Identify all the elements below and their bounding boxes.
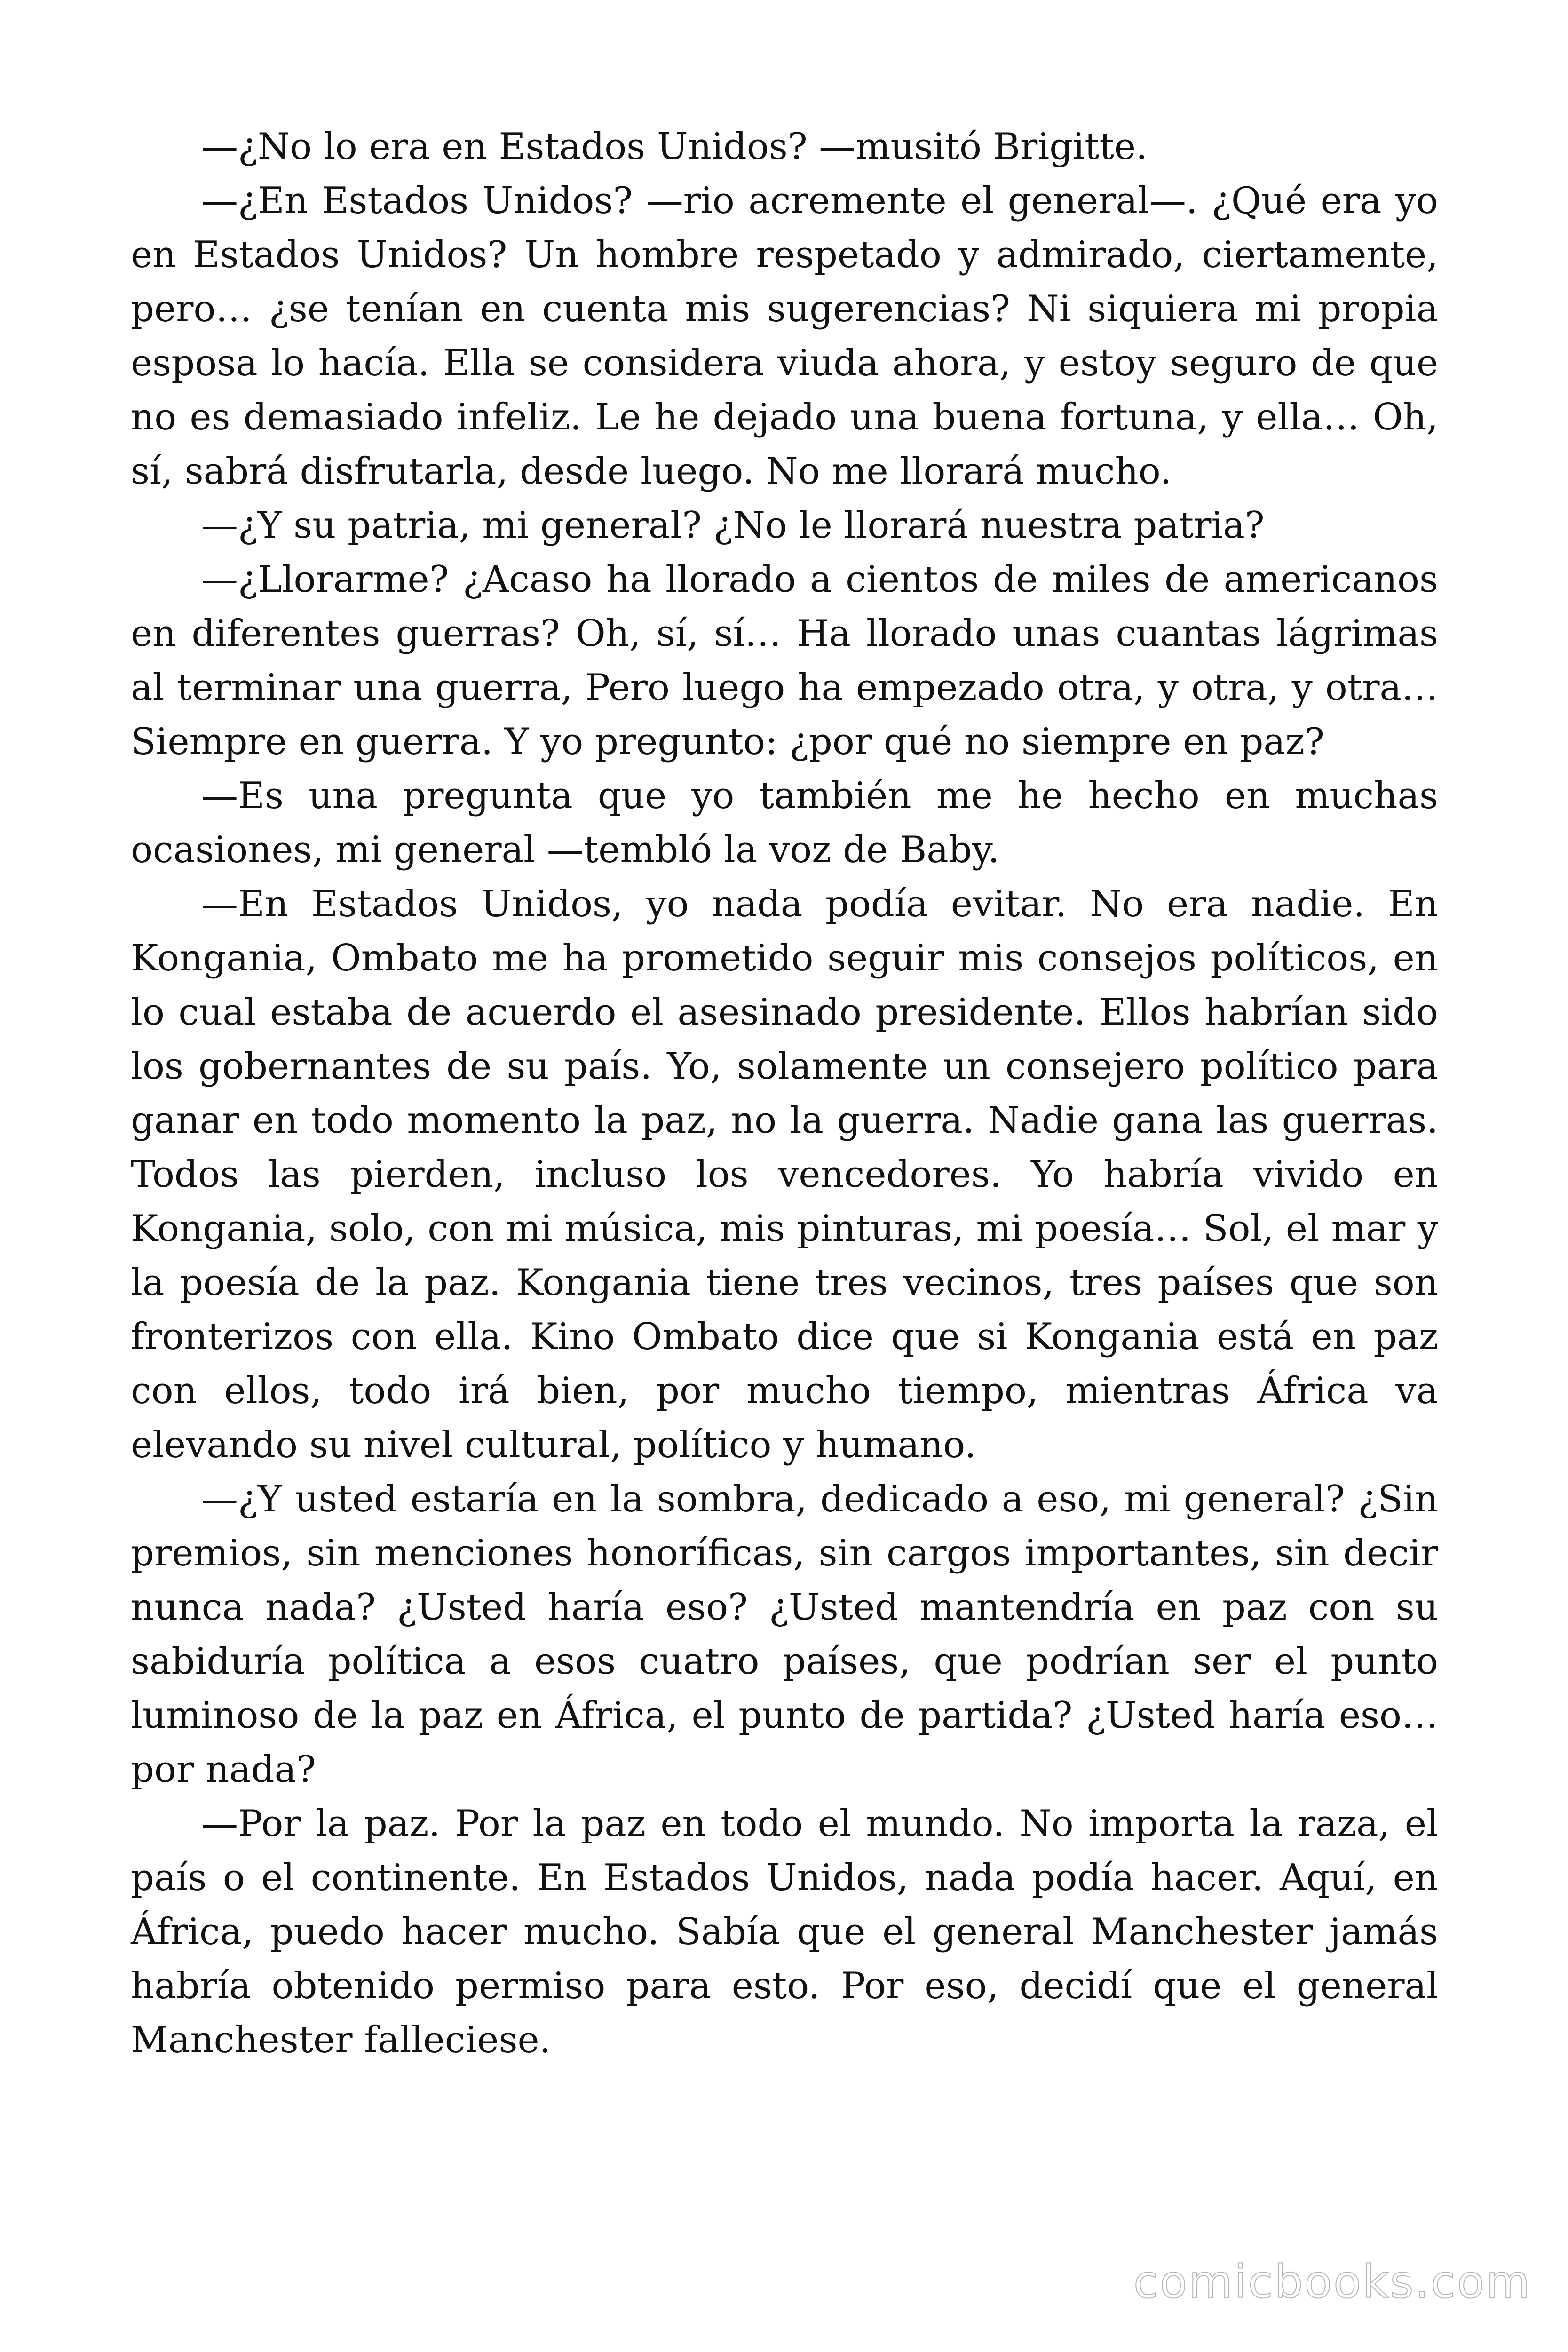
paragraph-5: —Es una pregunta que yo también me he hecho en muchas ocasiones, mi general —tembló la voz de Baby.	[131, 775, 1438, 871]
paragraph-6: —En Estados Unidos, yo nada podía evitar. No era nadie. En Kongania, Ombato me ha prometido seguir mis consejos políticos, en lo cual estaba de acuerdo el asesinado presidente. Ellos habrían sido los gobernantes de su país. Yo, solamente un consejero político para ganar en todo momento la paz, no la guerra. Nadie gana las guerras. Todos las pierden, incluso los vencedores. Yo habría vivido en Kongania, solo, con mi música, mis pinturas, mi poesía… Sol, el mar y la poesía de la paz. Kongania tiene tres vecinos, tres países que son fronterizos con ella. Kino Ombato dice que si Kongania está en paz con ellos, todo irá bien, por mucho tiempo, mientras África va elevando su nivel cultural, político y humano.	[131, 883, 1438, 1466]
paragraph-3: —¿Y su patria, mi general? ¿No le llorará nuestra patria?	[201, 504, 1265, 547]
paragraph-2: —¿En Estados Unidos? —rio acremente el general—. ¿Qué era yo en Estados Unidos? Un hombre respetado y admirado, ciertamente, pero… ¿se tenían en cuenta mis sugerencias? Ni siquiera mi propia esposa lo hacía. Ella se considera viuda ahora, y estoy seguro de que no es demasiado infeliz. Le he dejado una buena fortuna, y ella… Oh, sí, sabrá disfrutarla, desde luego. No me llorará mucho.	[131, 180, 1438, 493]
body-text	[131, 120, 1438, 2067]
watermark-text: comicbooks.com	[1133, 2256, 1531, 2308]
paragraph-7: —¿Y usted estaría en la sombra, dedicado a eso, mi general? ¿Sin premios, sin menciones honoríficas, sin cargos importantes, sin decir nunca nada? ¿Usted haría eso? ¿Usted mantendría en paz con su sabiduría política a esos cuatro países, que podrían ser el punto luminoso de la paz en África, el punto de partida? ¿Usted haría eso… por nada?	[131, 1478, 1438, 1791]
paragraph-1: —¿No lo era en Estados Unidos? —musitó Brigitte.	[201, 126, 1148, 168]
paragraph-4: —¿Llorarme? ¿Acaso ha llorado a cientos de miles de americanos en diferentes guerras? Oh, sí, sí… Ha llorado unas cuantas lágrimas al terminar una guerra, Pero luego ha empezado otra, y otra, y otra… Siempre en guerra. Y yo pregunto: ¿por qué no siempre en paz?	[131, 558, 1438, 763]
paragraph-8: —Por la paz. Por la paz en todo el mundo. No importa la raza, el país o el continente. En Estados Unidos, nada podía hacer. Aquí, en África, puedo hacer mucho. Sabía que el general Manchester jamás habría obtenido permiso para esto. Por eso, decidí que el general Manchester falleciese.	[131, 1803, 1438, 2061]
